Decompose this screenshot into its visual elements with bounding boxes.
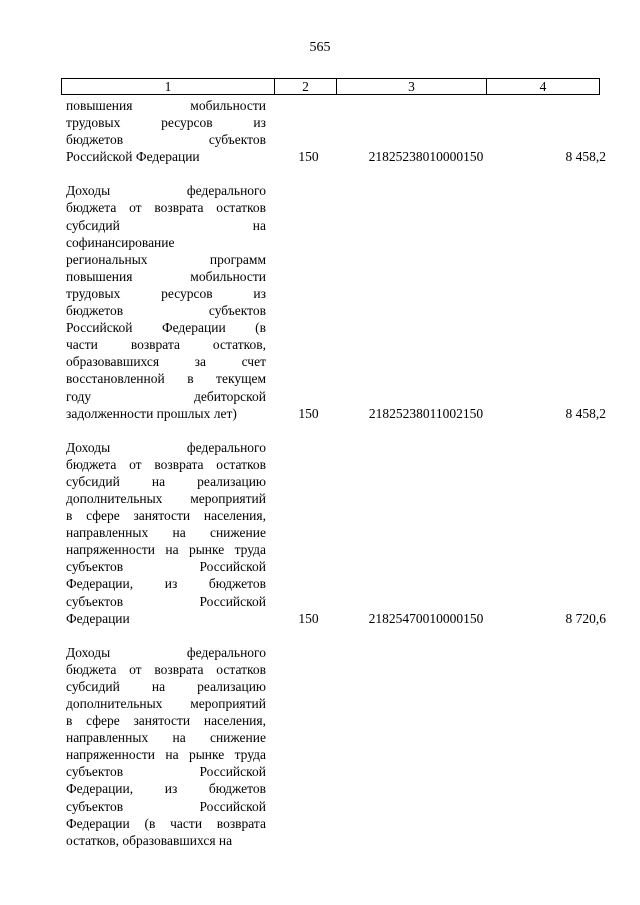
row-amount: 8 458,2 <box>565 405 606 421</box>
description-line: повышения мобильности <box>66 98 266 113</box>
description-line: трудовых ресурсов из <box>66 285 266 301</box>
description-line: Доходы федерального <box>66 183 266 199</box>
table-body <box>61 97 606 866</box>
description-line: Российской Федерации <box>66 149 200 165</box>
column-header-2: 2 <box>275 79 337 94</box>
description-line: году дебиторской <box>66 388 266 404</box>
row-description <box>61 97 266 165</box>
description-line: Федерации (в части возврата <box>66 815 266 831</box>
description-line: субсидий на <box>66 217 266 233</box>
description-line: субсидий на реализацию <box>66 678 266 694</box>
description-line: субъектов Российской <box>66 798 266 814</box>
description-line: Федерации, из бюджетов <box>66 576 266 592</box>
row-kbk: 21825238010000150 <box>368 149 484 165</box>
description-line: Российской Федерации (в <box>66 320 266 336</box>
description-line: напряженности на рынке труда <box>66 542 266 558</box>
column-header-3: 3 <box>337 79 487 94</box>
description-line: направленных на снижение <box>66 525 266 541</box>
description-line: в сфере занятости населения, <box>66 713 266 729</box>
row-description <box>61 644 266 849</box>
description-line: в сфере занятости населения, <box>66 508 266 524</box>
description-line: повышения мобильности <box>66 268 266 284</box>
row-code: 150 <box>298 610 319 626</box>
description-line: дополнительных мероприятий <box>66 696 266 711</box>
row-description <box>61 182 266 421</box>
row-code: 150 <box>298 149 319 165</box>
description-line: субъектов Российской <box>66 764 266 780</box>
row-kbk: 21825238011002150 <box>368 405 484 421</box>
description-line: Доходы федерального <box>66 439 266 455</box>
description-line: напряженности на рынке труда <box>66 747 266 763</box>
description-line: Федерации <box>66 610 130 626</box>
table-row <box>61 97 606 165</box>
row-description <box>61 439 266 627</box>
description-line: Доходы федерального <box>66 644 266 660</box>
description-line: бюджета от возврата остатков <box>66 661 266 677</box>
description-line: субъектов Российской <box>66 559 266 575</box>
table-row <box>61 182 606 421</box>
row-amount: 8 458,2 <box>565 149 606 165</box>
row-code: 150 <box>298 405 319 421</box>
description-line: бюджетов субъектов <box>66 303 266 319</box>
description-line: дополнительных мероприятий <box>66 490 266 506</box>
description-line: направленных на снижение <box>66 730 266 746</box>
description-line: бюджета от возврата остатков <box>66 200 266 216</box>
description-line: бюджета от возврата остатков <box>66 456 266 472</box>
description-line: части возврата остатков, <box>66 337 266 353</box>
column-header-1: 1 <box>62 79 275 94</box>
description-line: субсидий на реализацию <box>66 473 266 489</box>
description-line: бюджетов субъектов <box>66 132 266 148</box>
description-line: остатков, образовавшихся на <box>66 832 233 848</box>
description-line: задолженности прошлых лет) <box>66 405 237 421</box>
column-header-4: 4 <box>539 79 547 94</box>
description-line: образовавшихся за счет <box>66 354 266 370</box>
page-number: 565 <box>309 40 331 55</box>
table-header <box>61 78 600 95</box>
row-amount: 8 720,6 <box>565 610 606 626</box>
table-row <box>61 644 606 849</box>
row-kbk: 21825470010000150 <box>368 610 484 626</box>
description-line: софинансирование <box>66 234 175 250</box>
description-line: региональных программ <box>66 251 266 267</box>
table-row <box>61 439 606 627</box>
description-line: трудовых ресурсов из <box>66 115 266 131</box>
description-line: восстановленной в текущем <box>66 371 266 387</box>
description-line: субъектов Российской <box>66 593 266 609</box>
description-line: Федерации, из бюджетов <box>66 781 266 797</box>
